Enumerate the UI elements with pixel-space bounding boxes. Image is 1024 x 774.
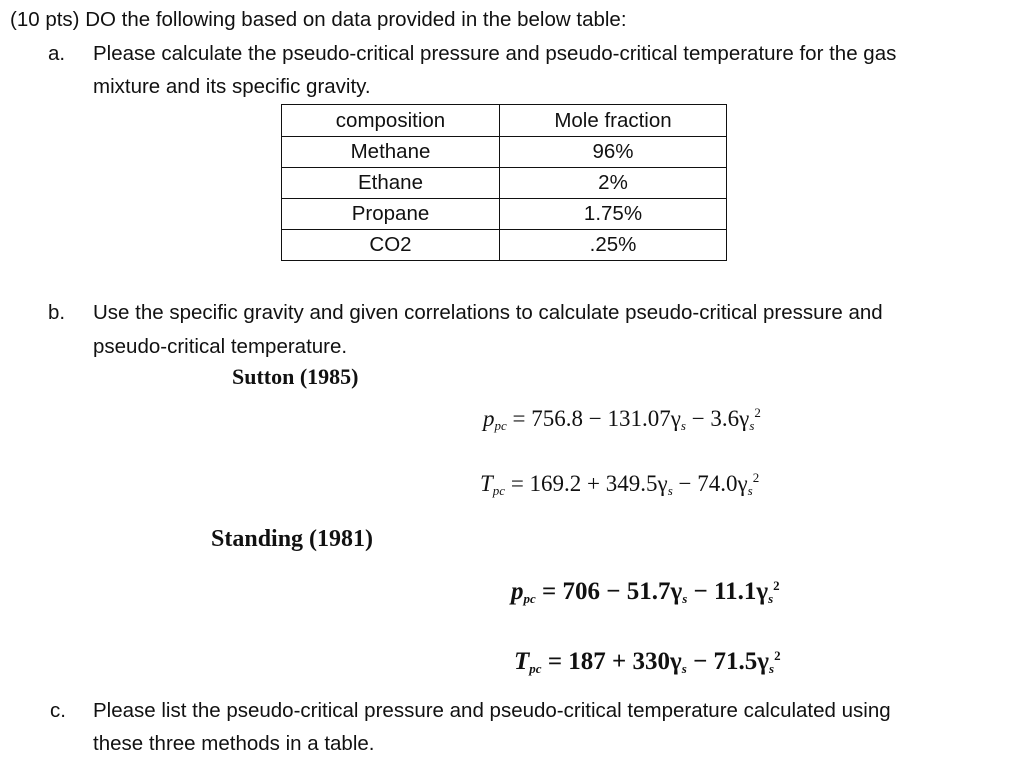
standing-ppc-rhs-2: − 11.1γ (687, 578, 769, 605)
table-cell-component: Ethane (282, 168, 500, 199)
part-a-line-1: Please calculate the pseudo-critical pressure and pseudo-critical temperature for the gas (93, 42, 897, 65)
standing-tpc-rhs: = 187 + 330γ (547, 648, 682, 675)
composition-table (281, 104, 727, 261)
sutton-ppc-square: 2 (754, 405, 761, 420)
standing-tpc-square: 2 (774, 648, 781, 663)
sutton-tpc-rhs-2: − 74.0γ (672, 471, 748, 496)
part-c-marker: c. (50, 699, 66, 722)
standing-label: Standing (1981) (211, 526, 374, 552)
part-a-line-2: mixture and its specific gravity. (93, 75, 371, 98)
standing-ppc-gamma-sub-2: s (768, 591, 774, 606)
table-cell-component: Methane (282, 137, 500, 168)
sutton-ppc-gamma-sub-1: s (680, 418, 686, 433)
table-cell-fraction: 96% (500, 137, 727, 168)
table-row (282, 168, 727, 199)
part-c-line-2: these three methods in a table. (93, 732, 375, 755)
sutton-tpc-gamma-sub-2: s (747, 483, 753, 498)
sutton-tpc-square: 2 (752, 470, 760, 485)
standing-ppc-lhs: p (511, 578, 524, 605)
standing-tpc-gamma-sub-2: s (769, 661, 775, 676)
table-row (282, 137, 727, 168)
table-row (282, 230, 727, 261)
problem-header: (10 pts) DO the following based on data provided in the below table: (10, 8, 627, 31)
table-cell-fraction: 2% (500, 168, 727, 199)
standing-ppc-rhs: = 706 − 51.7γ (542, 578, 683, 605)
sutton-ppc-lhs: p (483, 406, 495, 431)
standing-ppc-equation (511, 578, 780, 607)
table-header-row (282, 105, 727, 137)
part-a-marker: a. (48, 42, 66, 65)
standing-tpc-gamma-sub-1: s (681, 661, 687, 676)
sutton-ppc-gamma-sub-2: s (749, 418, 755, 433)
sutton-label: Sutton (1985) (232, 364, 359, 389)
table-cell-component: Propane (282, 199, 500, 230)
table-cell-fraction: .25% (500, 230, 727, 261)
sutton-tpc-sub: pc (492, 483, 506, 498)
standing-tpc-rhs-2: − 71.5γ (686, 648, 770, 675)
part-b-line-1: Use the specific gravity and given correlations to calculate pseudo-critical pressure and (93, 301, 883, 324)
table-cell-fraction: 1.75% (500, 199, 727, 230)
column-header-mole-fraction: Mole fraction (500, 105, 727, 137)
sutton-ppc-equation (483, 405, 761, 434)
table-cell-component: CO2 (282, 230, 500, 261)
standing-ppc-square: 2 (773, 578, 780, 593)
sutton-tpc-gamma-sub-1: s (667, 483, 673, 498)
sutton-ppc-rhs: = 756.8 − 131.07γ (512, 406, 681, 431)
sutton-tpc-lhs: T (480, 471, 493, 496)
column-header-composition: composition (282, 105, 500, 137)
standing-ppc-gamma-sub-1: s (682, 591, 688, 606)
sutton-tpc-equation (480, 470, 759, 499)
part-b-line-2: pseudo-critical temperature. (93, 335, 348, 358)
standing-ppc-sub: pc (523, 591, 536, 606)
sutton-ppc-sub: pc (494, 418, 507, 433)
standing-tpc-equation (514, 648, 781, 677)
standing-tpc-lhs: T (514, 648, 530, 675)
table-row (282, 199, 727, 230)
part-b-marker: b. (48, 301, 66, 324)
part-c-line-1: Please list the pseudo-critical pressure and pseudo-critical temperature calculated using (93, 699, 891, 722)
sutton-tpc-rhs: = 169.2 + 349.5γ (510, 471, 668, 496)
standing-tpc-sub: pc (529, 661, 542, 676)
sutton-ppc-rhs-2: − 3.6γ (685, 406, 750, 431)
